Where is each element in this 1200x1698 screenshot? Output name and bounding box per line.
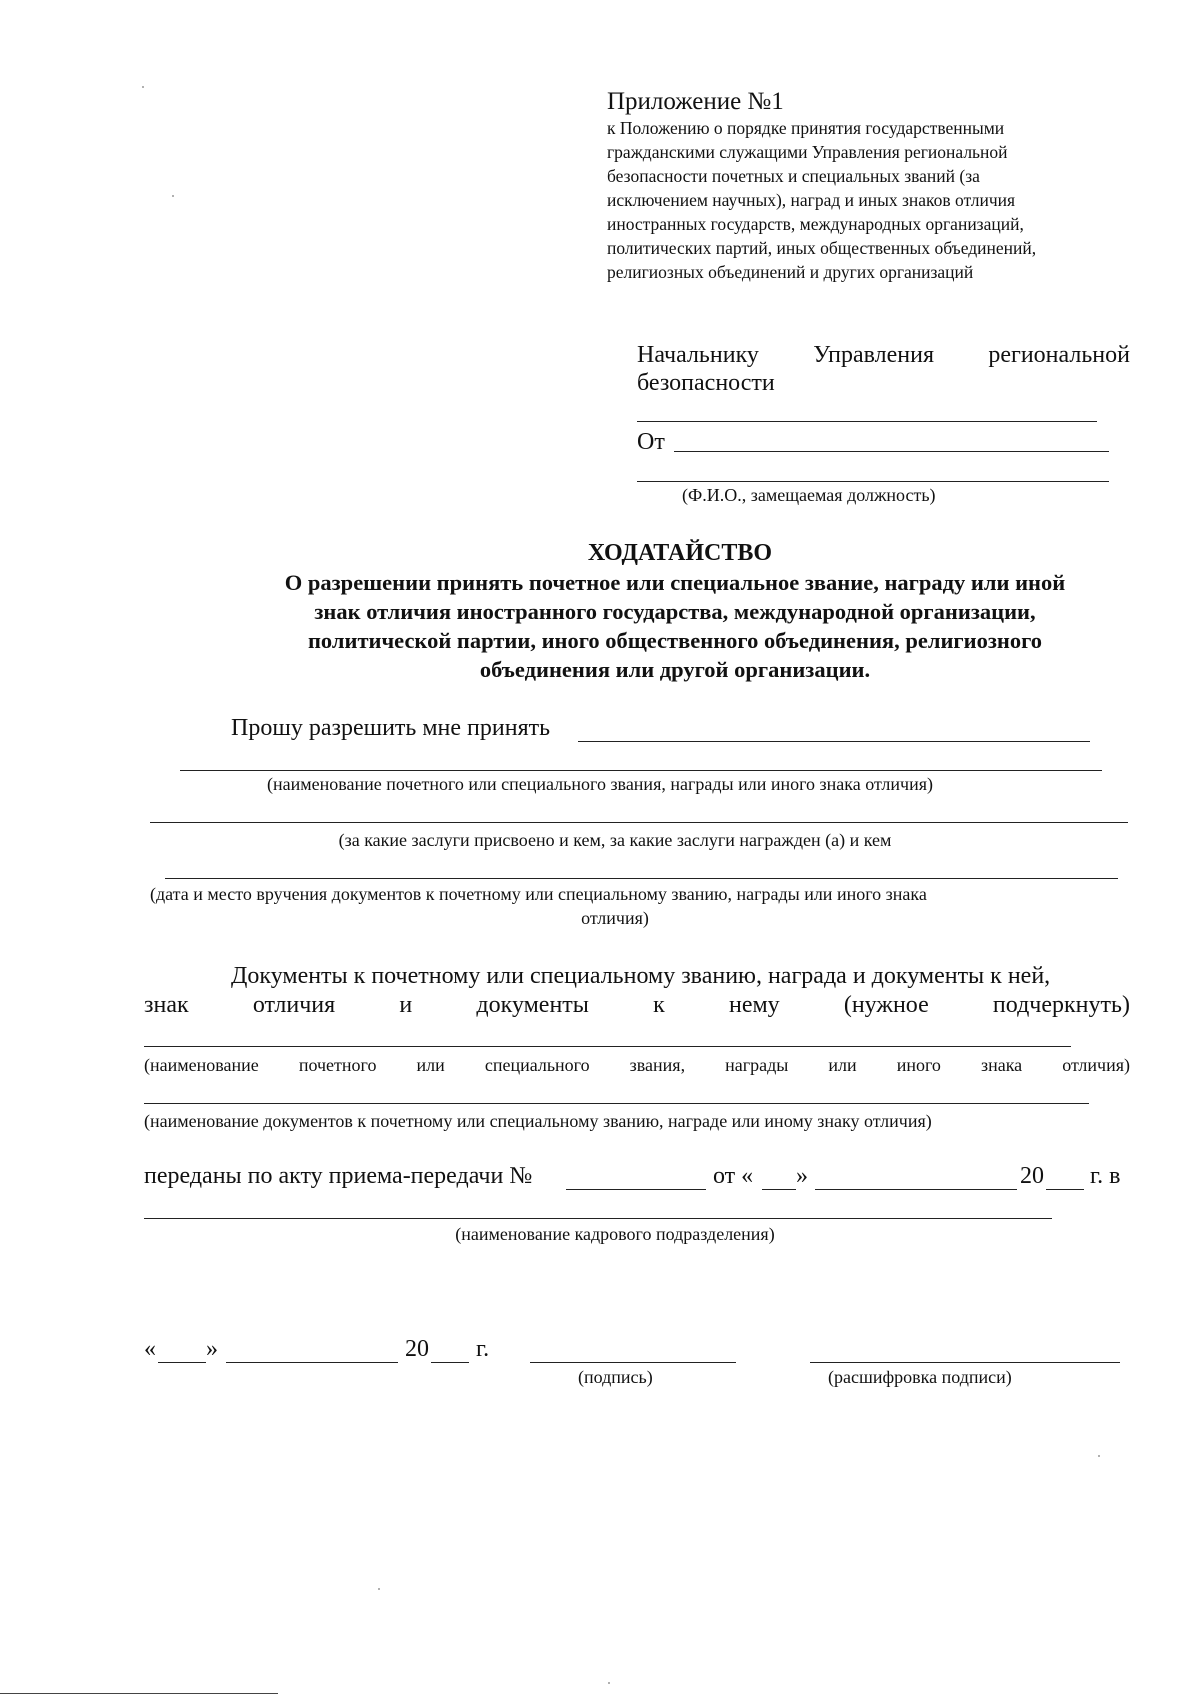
documents-line-2: знак отличия и документы к нему (нужное подчеркнуть) [144, 992, 1130, 1018]
award-name-caption: (наименование почетного или специального звания, награды или иного знака отличия) [267, 774, 933, 794]
addressee-line-2: безопасности [637, 370, 775, 396]
signature-transcript-caption: (расшифровка подписи) [828, 1367, 1012, 1387]
sign-quote-open: « [144, 1336, 156, 1362]
transfer-act-label: переданы по акту приема-передачи № [144, 1163, 533, 1189]
documents-award-caption: (наименование почетного или специального звания, награды или иного знака отличия) [144, 1055, 1130, 1075]
signature-field[interactable] [530, 1362, 736, 1363]
scan-speck [378, 1588, 380, 1590]
scan-speck [608, 1682, 610, 1684]
from-name-field[interactable] [674, 451, 1109, 452]
addressee-line-1: Начальнику Управления региональной [637, 342, 1130, 368]
documents-list-caption: (наименование документов к почетному или специальному званию, награде или иному знаку отличия) [144, 1111, 932, 1131]
appendix-line: исключением научных), наград и иных знаков отличия [607, 190, 1016, 210]
appendix-line: безопасности почетных и специальных званий (за [607, 166, 980, 186]
date-place-field[interactable] [165, 878, 1118, 879]
merits-field[interactable] [150, 822, 1128, 823]
act-year-prefix: 20 [1020, 1163, 1044, 1189]
from-position-field[interactable] [637, 481, 1109, 482]
date-place-caption-1: (дата и место вручения документов к почетному или специальному званию, награды или иного знака [150, 884, 927, 904]
sign-day-field[interactable] [158, 1362, 206, 1363]
addressee-blank-line [637, 421, 1097, 422]
scan-edge-line [0, 1693, 278, 1694]
appendix-line: политических партий, иных общественных объединений, [607, 238, 1037, 258]
merits-caption: (за какие заслуги присвоено и кем, за какие заслуги награжден (а) и кем [338, 830, 892, 850]
act-year-field[interactable] [1046, 1189, 1084, 1190]
act-number-field[interactable] [566, 1189, 706, 1190]
appendix-line: к Положению о порядке принятия государственными [607, 118, 1005, 138]
sign-year-prefix: 20 [405, 1336, 429, 1362]
appendix-line: иностранных государств, международных организаций, [607, 214, 1024, 234]
hr-unit-caption: (наименование кадрового подразделения) [455, 1224, 775, 1244]
appendix-description [607, 116, 1131, 284]
sign-year-suffix: г. [476, 1336, 490, 1362]
scan-speck [1098, 1455, 1100, 1457]
act-day-quote-close: » [796, 1163, 808, 1189]
appendix-line: гражданскими служащими Управления региональной [607, 142, 1008, 162]
petition-subtitle: О разрешении принять почетное или специальное звание, награду или иной знак отличия иностранного государства, международной организации, политической партии, иного общественного объединения, религиозного объединения или другой организации. [284, 570, 1066, 682]
petition-title: ХОДАТАЙСТВО [587, 540, 773, 566]
documents-line-1: Документы к почетному или специальному званию, награда и документы к ней, [231, 963, 1051, 989]
request-field-1[interactable] [578, 741, 1090, 742]
request-field-2[interactable] [180, 770, 1102, 771]
act-day-field[interactable] [762, 1189, 796, 1190]
appendix-title: Приложение №1 [607, 88, 784, 115]
signature-caption: (подпись) [578, 1367, 653, 1387]
hr-unit-field[interactable] [144, 1218, 1052, 1219]
scan-speck [172, 195, 174, 197]
request-lead: Прошу разрешить мне принять [231, 715, 551, 741]
from-caption: (Ф.И.О., замещаемая должность) [682, 485, 936, 505]
sign-quote-close: » [206, 1336, 218, 1362]
sign-month-field[interactable] [226, 1362, 398, 1363]
documents-list-field[interactable] [144, 1103, 1089, 1104]
sign-year-field[interactable] [431, 1362, 469, 1363]
act-month-field[interactable] [815, 1189, 1017, 1190]
act-date-from-label: от « [713, 1163, 754, 1189]
documents-award-field[interactable] [144, 1046, 1071, 1047]
appendix-line: религиозных объединений и других организаций [607, 262, 974, 282]
date-place-caption-2: отличия) [581, 908, 649, 928]
scan-speck [142, 86, 144, 88]
act-year-suffix: г. в [1090, 1163, 1121, 1189]
from-label: От [637, 429, 665, 455]
signature-transcript-field[interactable] [810, 1362, 1120, 1363]
